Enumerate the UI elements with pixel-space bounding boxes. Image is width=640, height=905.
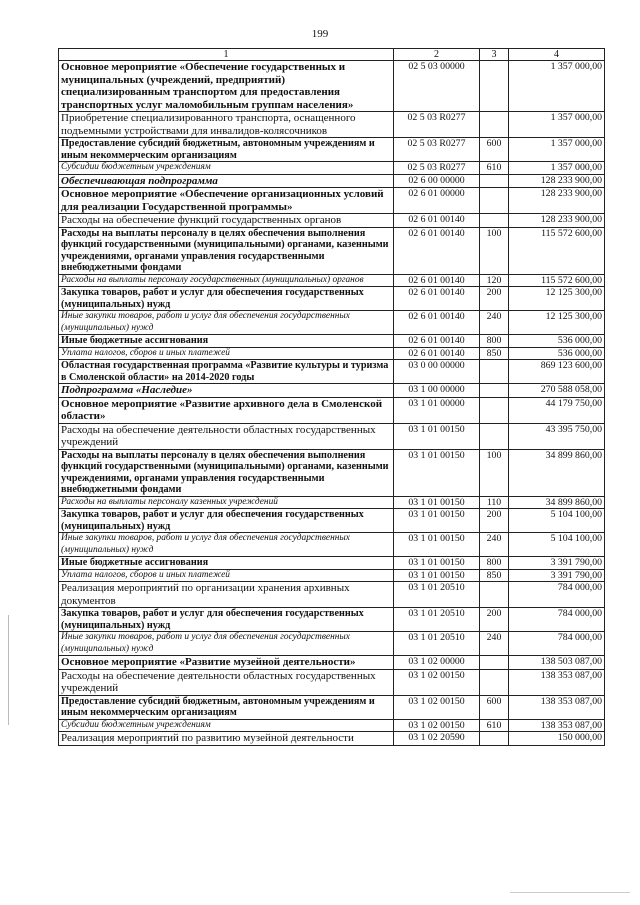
row-description: Реализация мероприятий по развитию музейной деятельности — [59, 732, 394, 746]
row-description: Расходы на обеспечение функций государственных органов — [59, 214, 394, 228]
row-expense-type: 120 — [480, 274, 509, 287]
column-header-code: 2 — [394, 49, 480, 61]
row-description: Реализация мероприятий по организации хранения архивных документов — [59, 582, 394, 608]
row-classification-code: 03 1 01 00000 — [394, 397, 480, 423]
row-description: Закупка товаров, работ и услуг для обеспечения государственных (муниципальных) нужд — [59, 608, 394, 632]
row-amount: 3 391 790,00 — [509, 557, 605, 570]
row-expense-type: 600 — [480, 138, 509, 162]
table-row — [59, 227, 605, 274]
row-classification-code: 02 6 01 00140 — [394, 214, 480, 228]
row-expense-type: 800 — [480, 557, 509, 570]
row-classification-code: 02 5 03 R0277 — [394, 138, 480, 162]
row-classification-code: 03 1 02 00000 — [394, 656, 480, 670]
row-expense-type — [480, 397, 509, 423]
table-row — [59, 335, 605, 348]
row-expense-type: 100 — [480, 227, 509, 274]
row-amount: 128 233 900,00 — [509, 214, 605, 228]
row-amount: 128 233 900,00 — [509, 188, 605, 214]
table-row — [59, 347, 605, 360]
row-description: Областная государственная программа «Развитие культуры и туризма в Смоленской области» на 2014-2020 годы — [59, 360, 394, 384]
row-classification-code: 03 1 01 20510 — [394, 632, 480, 656]
table-row — [59, 397, 605, 423]
row-amount: 138 503 087,00 — [509, 656, 605, 670]
table-row — [59, 287, 605, 311]
row-expense-type — [480, 112, 509, 138]
row-description: Субсидии бюджетным учреждениям — [59, 719, 394, 732]
table-row — [59, 423, 605, 449]
row-expense-type: 610 — [480, 162, 509, 175]
row-classification-code: 03 1 02 00150 — [394, 719, 480, 732]
row-amount: 34 899 860,00 — [509, 496, 605, 509]
table-row — [59, 214, 605, 228]
table-row — [59, 311, 605, 335]
row-expense-type: 200 — [480, 608, 509, 632]
row-amount: 128 233 900,00 — [509, 174, 605, 188]
row-classification-code: 03 1 01 00150 — [394, 569, 480, 582]
row-classification-code: 03 1 01 00150 — [394, 509, 480, 533]
row-expense-type — [480, 732, 509, 746]
row-amount: 1 357 000,00 — [509, 162, 605, 175]
row-classification-code: 03 1 02 00150 — [394, 695, 480, 719]
row-expense-type: 600 — [480, 695, 509, 719]
row-amount: 869 123 600,00 — [509, 360, 605, 384]
table-row — [59, 632, 605, 656]
row-amount: 12 125 300,00 — [509, 311, 605, 335]
row-description: Предоставление субсидий бюджетным, автономным учреждениям и иным некоммерческим организациям — [59, 695, 394, 719]
row-classification-code: 03 0 00 00000 — [394, 360, 480, 384]
row-expense-type — [480, 214, 509, 228]
row-expense-type — [480, 174, 509, 188]
row-expense-type: 610 — [480, 719, 509, 732]
row-amount: 536 000,00 — [509, 347, 605, 360]
row-classification-code: 02 6 01 00140 — [394, 227, 480, 274]
row-expense-type: 200 — [480, 287, 509, 311]
scan-artifact-line — [510, 892, 630, 893]
row-classification-code: 03 1 00 00000 — [394, 384, 480, 398]
column-header-description: 1 — [59, 49, 394, 61]
row-expense-type: 200 — [480, 509, 509, 533]
row-classification-code: 03 1 02 00150 — [394, 669, 480, 695]
row-description: Иные закупки товаров, работ и услуг для обеспечения государственных (муниципальных) нужд — [59, 632, 394, 656]
row-classification-code: 02 6 01 00140 — [394, 335, 480, 348]
row-expense-type — [480, 669, 509, 695]
row-expense-type: 100 — [480, 449, 509, 496]
row-classification-code: 02 6 01 00000 — [394, 188, 480, 214]
row-description: Расходы на обеспечение деятельности областных государственных учреждений — [59, 423, 394, 449]
column-header-amount: 4 — [509, 49, 605, 61]
row-expense-type: 850 — [480, 347, 509, 360]
row-classification-code: 02 6 01 00140 — [394, 287, 480, 311]
table-row — [59, 61, 605, 112]
row-amount: 3 391 790,00 — [509, 569, 605, 582]
row-description: Иные закупки товаров, работ и услуг для обеспечения государственных (муниципальных) нужд — [59, 311, 394, 335]
row-description: Основное мероприятие «Обеспечение государственных и муниципальных (учреждений, предприятий) специализированным транспортом для предоставления транспортных услуг маломобильным группам населения» — [59, 61, 394, 112]
table-row — [59, 162, 605, 175]
row-expense-type — [480, 384, 509, 398]
row-description: Уплата налогов, сборов и иных платежей — [59, 347, 394, 360]
table-row — [59, 360, 605, 384]
row-expense-type — [480, 656, 509, 670]
row-classification-code: 03 1 01 00150 — [394, 423, 480, 449]
row-amount: 115 572 600,00 — [509, 227, 605, 274]
row-description: Подпрограмма «Наследие» — [59, 384, 394, 398]
row-description: Закупка товаров, работ и услуг для обеспечения государственных (муниципальных) нужд — [59, 509, 394, 533]
row-amount: 138 353 087,00 — [509, 695, 605, 719]
row-amount: 1 357 000,00 — [509, 61, 605, 112]
row-classification-code: 03 1 01 00150 — [394, 449, 480, 496]
page-number: 199 — [311, 28, 329, 40]
row-amount: 34 899 860,00 — [509, 449, 605, 496]
row-amount: 1 357 000,00 — [509, 112, 605, 138]
table-header-row — [59, 49, 605, 61]
row-amount: 1 357 000,00 — [509, 138, 605, 162]
row-description: Приобретение специализированного транспорта, оснащенного подъемными устройствами для инвалидов-колясочников — [59, 112, 394, 138]
row-amount: 12 125 300,00 — [509, 287, 605, 311]
budget-table — [58, 48, 605, 746]
row-expense-type — [480, 582, 509, 608]
row-amount: 138 353 087,00 — [509, 719, 605, 732]
row-amount: 270 588 058,00 — [509, 384, 605, 398]
row-classification-code: 02 6 01 00140 — [394, 311, 480, 335]
row-description: Субсидии бюджетным учреждениям — [59, 162, 394, 175]
row-classification-code: 03 1 01 00150 — [394, 533, 480, 557]
row-expense-type: 850 — [480, 569, 509, 582]
table-row — [59, 732, 605, 746]
row-description: Расходы на выплаты персоналу в целях обеспечения выполнения функций государственными (муниципальными) органами, казенными учреждениями, органами управления государственными внебюджетными фондами — [59, 449, 394, 496]
row-amount: 44 179 750,00 — [509, 397, 605, 423]
row-amount: 5 104 100,00 — [509, 509, 605, 533]
row-amount: 43 395 750,00 — [509, 423, 605, 449]
row-description: Основное мероприятие «Развитие музейной деятельности» — [59, 656, 394, 670]
row-description: Иные бюджетные ассигнования — [59, 335, 394, 348]
row-description: Иные закупки товаров, работ и услуг для обеспечения государственных (муниципальных) нужд — [59, 533, 394, 557]
table-row — [59, 608, 605, 632]
scan-edge-mark — [8, 615, 9, 725]
row-amount: 784 000,00 — [509, 608, 605, 632]
row-amount: 536 000,00 — [509, 335, 605, 348]
row-amount: 150 000,00 — [509, 732, 605, 746]
row-classification-code: 02 6 01 00140 — [394, 274, 480, 287]
table-row — [59, 449, 605, 496]
row-description: Расходы на выплаты персоналу в целях обеспечения выполнения функций государственными (муниципальными) органами, казенными учреждениями, органами управления государственными внебюджетными фондами — [59, 227, 394, 274]
row-description: Расходы на обеспечение деятельности областных государственных учреждений — [59, 669, 394, 695]
row-classification-code: 02 5 03 00000 — [394, 61, 480, 112]
table-row — [59, 496, 605, 509]
row-description: Закупка товаров, работ и услуг для обеспечения государственных (муниципальных) нужд — [59, 287, 394, 311]
row-classification-code: 03 1 01 00150 — [394, 496, 480, 509]
row-description: Основное мероприятие «Развитие архивного дела в Смоленской области» — [59, 397, 394, 423]
table-row — [59, 174, 605, 188]
row-expense-type — [480, 423, 509, 449]
table-row — [59, 112, 605, 138]
row-expense-type: 110 — [480, 496, 509, 509]
row-description: Расходы на выплаты персоналу государственных (муниципальных) органов — [59, 274, 394, 287]
row-expense-type — [480, 61, 509, 112]
row-classification-code: 03 1 01 20510 — [394, 582, 480, 608]
row-description: Уплата налогов, сборов и иных платежей — [59, 569, 394, 582]
row-expense-type: 240 — [480, 311, 509, 335]
table-row — [59, 582, 605, 608]
table-row — [59, 138, 605, 162]
row-classification-code: 02 6 00 00000 — [394, 174, 480, 188]
table-row — [59, 533, 605, 557]
table-body — [59, 61, 605, 746]
row-classification-code: 02 6 01 00140 — [394, 347, 480, 360]
table-row — [59, 569, 605, 582]
row-amount: 784 000,00 — [509, 582, 605, 608]
table-row — [59, 509, 605, 533]
row-description: Иные бюджетные ассигнования — [59, 557, 394, 570]
row-expense-type: 800 — [480, 335, 509, 348]
table-row — [59, 557, 605, 570]
table-row — [59, 274, 605, 287]
row-expense-type: 240 — [480, 632, 509, 656]
row-amount: 138 353 087,00 — [509, 669, 605, 695]
row-expense-type — [480, 360, 509, 384]
row-expense-type — [480, 188, 509, 214]
row-classification-code: 03 1 02 20590 — [394, 732, 480, 746]
table-row — [59, 695, 605, 719]
row-classification-code: 02 5 03 R0277 — [394, 112, 480, 138]
table-row — [59, 188, 605, 214]
row-description: Расходы на выплаты персоналу казенных учреждений — [59, 496, 394, 509]
row-amount: 784 000,00 — [509, 632, 605, 656]
row-description: Обеспечивающая подпрограмма — [59, 174, 394, 188]
row-description: Основное мероприятие «Обеспечение организационных условий для реализации Государственной программы» — [59, 188, 394, 214]
row-amount: 5 104 100,00 — [509, 533, 605, 557]
table-row — [59, 384, 605, 398]
row-description: Предоставление субсидий бюджетным, автономным учреждениям и иным некоммерческим организациям — [59, 138, 394, 162]
row-classification-code: 03 1 01 20510 — [394, 608, 480, 632]
table-row — [59, 719, 605, 732]
row-expense-type: 240 — [480, 533, 509, 557]
table-row — [59, 669, 605, 695]
row-classification-code: 03 1 01 00150 — [394, 557, 480, 570]
table-row — [59, 656, 605, 670]
row-classification-code: 02 5 03 R0277 — [394, 162, 480, 175]
column-header-expense-type: 3 — [480, 49, 509, 61]
row-amount: 115 572 600,00 — [509, 274, 605, 287]
